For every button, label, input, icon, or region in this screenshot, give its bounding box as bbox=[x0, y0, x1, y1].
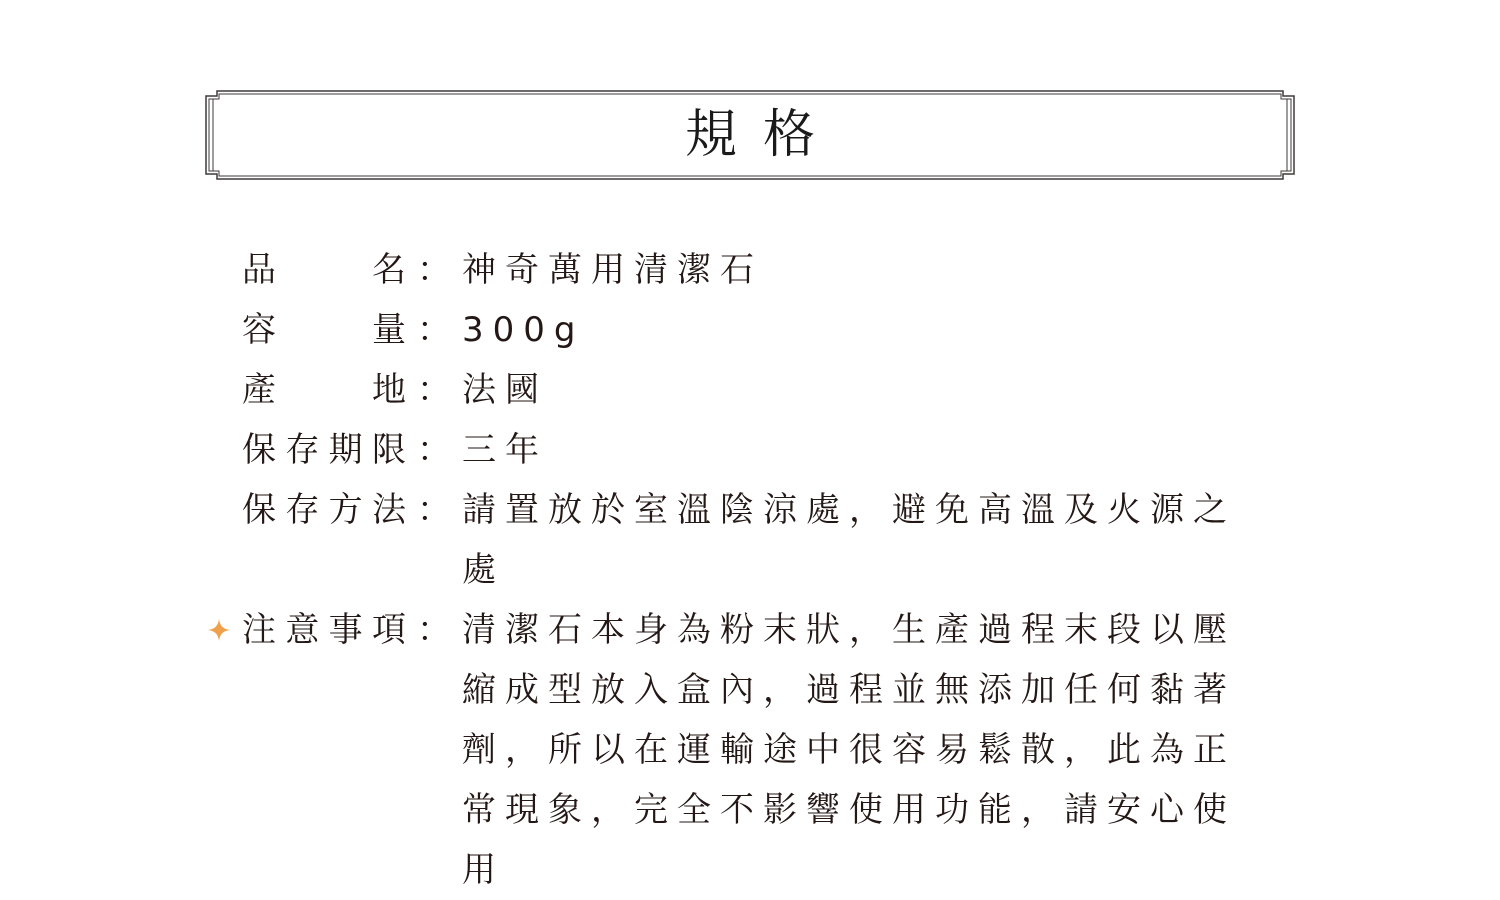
separator: ： bbox=[417, 250, 451, 290]
spec-label: 容 量 bbox=[242, 310, 406, 350]
spec-label: 保 存 方 法 bbox=[242, 490, 406, 530]
spec-value: 三年 bbox=[462, 430, 548, 470]
spec-value: 神奇萬用清潔石 bbox=[462, 250, 763, 290]
separator: ： bbox=[417, 610, 451, 650]
spec-row-capacity bbox=[242, 300, 1272, 360]
spec-row-shelf-life bbox=[242, 420, 1272, 480]
spec-label: 產 地 bbox=[242, 370, 406, 410]
title-banner bbox=[205, 90, 1295, 180]
separator: ： bbox=[417, 490, 451, 530]
spec-row-notes bbox=[242, 600, 1272, 900]
spec-value: 300g bbox=[462, 310, 585, 350]
spec-label: 注 意 事 項 bbox=[242, 610, 406, 650]
spec-row-origin bbox=[242, 360, 1272, 420]
separator: ： bbox=[417, 430, 451, 470]
spec-value: 清潔石本身為粉末狀，生產過程末段以壓縮成型放入盒內，過程並無添加任何黏著劑，所以在運輸途中很容易鬆散，此為正常現象，完全不影響使用功能，請安心使用 bbox=[462, 610, 1236, 890]
spec-row-name bbox=[242, 240, 1272, 300]
sparkle-icon bbox=[208, 619, 230, 641]
spec-value: 法國 bbox=[462, 370, 548, 410]
separator: ： bbox=[417, 310, 451, 350]
spec-label: 品 名 bbox=[242, 250, 406, 290]
spec-list bbox=[242, 240, 1272, 900]
spec-label: 保 存 期 限 bbox=[242, 430, 406, 470]
spec-row-storage bbox=[242, 480, 1272, 600]
page-title: 規格 bbox=[684, 105, 841, 165]
separator: ： bbox=[417, 370, 451, 410]
spec-value: 請置放於室溫陰涼處，避免高溫及火源之處 bbox=[462, 490, 1236, 590]
